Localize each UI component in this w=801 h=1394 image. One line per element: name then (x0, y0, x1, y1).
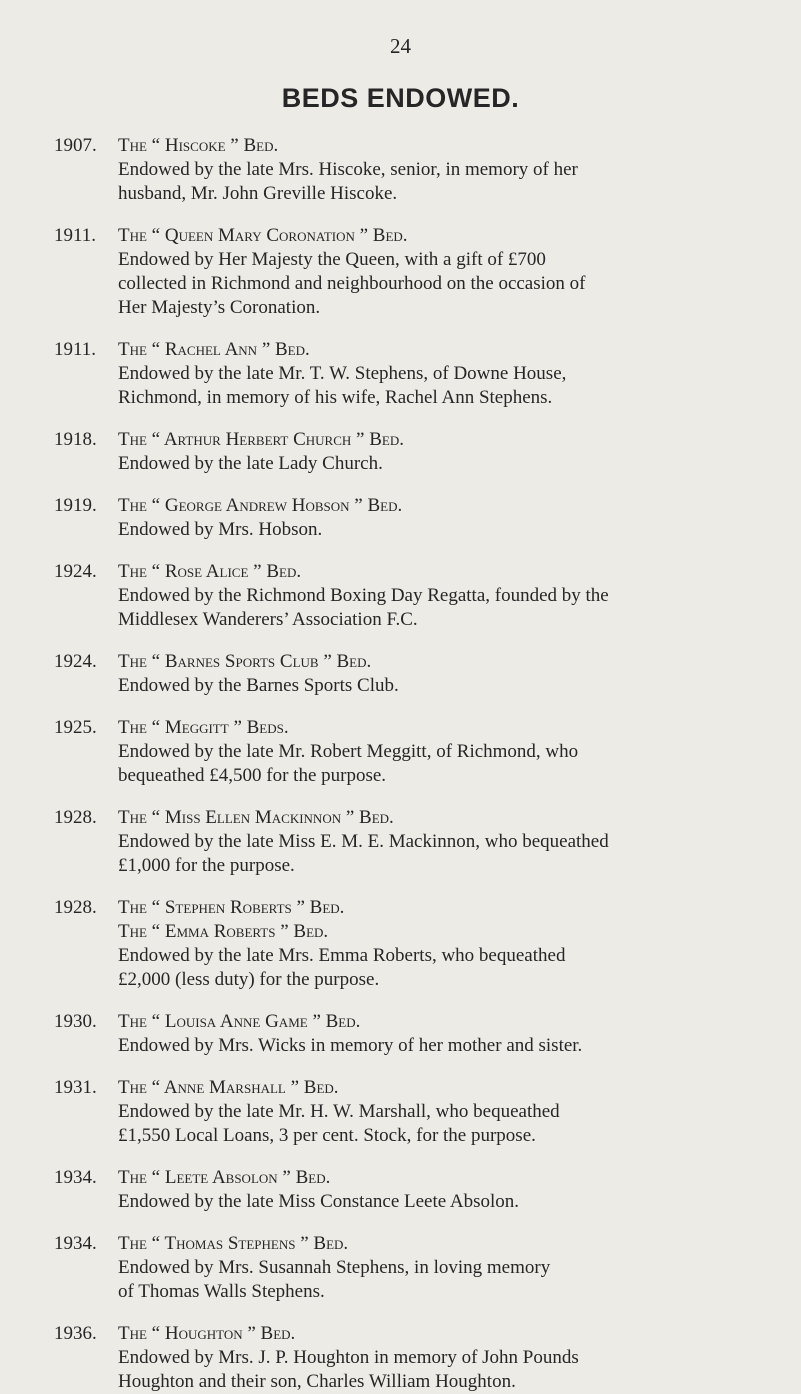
endowment-entry (0, 338, 801, 410)
entry-body (118, 1010, 757, 1058)
entry-body (118, 1166, 757, 1214)
entry-body (118, 1076, 757, 1148)
entry-body (118, 224, 757, 320)
endowment-entry (0, 716, 801, 788)
endowment-entry (0, 1232, 801, 1304)
bed-description: Endowed by the late Lady Church. (118, 453, 383, 474)
entry-body (118, 134, 757, 206)
bed-description: Endowed by Mrs. J. P. Houghton in memory of John Pounds Houghton and their son, Charles William Houghton. (118, 1347, 579, 1392)
bed-description: Endowed by the late Mr. Robert Meggitt, of Richmond, who bequeathed £4,500 for the purpose. (118, 741, 579, 786)
bed-name: The “ Rachel Ann ” Bed. (118, 339, 310, 360)
entry-year: 1931. (54, 1077, 97, 1098)
bed-description: Endowed by Her Majesty the Queen, with a gift of £700 collected in Richmond and neighbourhood on the occasion of Her Majesty’s Coronation. (118, 249, 586, 318)
entry-body (118, 806, 757, 878)
entry-body (118, 896, 757, 992)
entry-year: 1907. (54, 135, 97, 156)
entry-year: 1928. (54, 897, 97, 918)
page-number: 24 (390, 34, 411, 58)
endowment-entry (0, 224, 801, 320)
bed-name: The “ Miss Ellen Mackinnon ” Bed. (118, 807, 394, 828)
endowment-entry (0, 428, 801, 476)
endowment-list (0, 134, 801, 1394)
entry-body (118, 338, 757, 410)
entry-body (118, 560, 757, 632)
bed-description: Endowed by Mrs. Hobson. (118, 519, 323, 540)
entry-year: 1928. (54, 807, 97, 828)
bed-name: The “ Meggitt ” Beds. (118, 717, 289, 738)
entry-year: 1930. (54, 1011, 97, 1032)
bed-name: The “ Hiscoke ” Bed. (118, 135, 279, 156)
entry-year: 1918. (54, 429, 97, 450)
bed-description: Endowed by the late Miss E. M. E. Mackinnon, who bequeathed £1,000 for the purpose. (118, 831, 609, 876)
endowment-entry (0, 1322, 801, 1394)
bed-description: Endowed by Mrs. Wicks in memory of her mother and sister. (118, 1035, 583, 1056)
endowment-entry (0, 806, 801, 878)
bed-name: The “ George Andrew Hobson ” Bed. (118, 495, 403, 516)
bed-name: The “ Thomas Stephens ” Bed. (118, 1233, 349, 1254)
entry-body (118, 1232, 757, 1304)
bed-description: Endowed by the late Mr. T. W. Stephens, of Downe House, Richmond, in memory of his wife, Rachel Ann Stephens. (118, 363, 567, 408)
bed-name: The “ Emma Roberts ” Bed. (118, 921, 329, 942)
entry-year: 1911. (54, 339, 97, 360)
page-title: BEDS ENDOWED. (281, 83, 520, 113)
entry-year: 1911. (54, 225, 97, 246)
endowment-entry (0, 896, 801, 992)
bed-name: The “ Arthur Herbert Church ” Bed. (118, 429, 404, 450)
entry-body (118, 650, 757, 698)
bed-name: The “ Louisa Anne Game ” Bed. (118, 1011, 361, 1032)
entry-year: 1934. (54, 1167, 97, 1188)
endowment-entry (0, 560, 801, 632)
entry-year: 1924. (54, 651, 97, 672)
entry-body (118, 494, 757, 542)
bed-name: The “ Anne Marshall ” Bed. (118, 1077, 339, 1098)
bed-description: Endowed by the late Miss Constance Leete Absolon. (118, 1191, 520, 1212)
entry-year: 1925. (54, 717, 97, 738)
endowment-entry (0, 134, 801, 206)
entry-year: 1924. (54, 561, 97, 582)
entry-year: 1934. (54, 1233, 97, 1254)
entry-body (118, 1322, 757, 1394)
bed-description: Endowed by the late Mr. H. W. Marshall, who bequeathed £1,550 Local Loans, 3 per cent. Stock, for the purpose. (118, 1101, 560, 1146)
endowment-entry (0, 494, 801, 542)
endowment-entry (0, 1166, 801, 1214)
entry-body (118, 428, 757, 476)
bed-name: The “ Leete Absolon ” Bed. (118, 1167, 331, 1188)
entry-body (118, 716, 757, 788)
bed-description: Endowed by Mrs. Susannah Stephens, in loving memory of Thomas Walls Stephens. (118, 1257, 551, 1302)
entry-year: 1936. (54, 1323, 97, 1344)
bed-name: The “ Queen Mary Coronation ” Bed. (118, 225, 408, 246)
bed-description: Endowed by the Richmond Boxing Day Regatta, founded by the Middlesex Wanderers’ Association F.C. (118, 585, 609, 630)
bed-name: The “ Rose Alice ” Bed. (118, 561, 302, 582)
bed-name: The “ Stephen Roberts ” Bed. (118, 897, 345, 918)
bed-description: Endowed by the late Mrs. Hiscoke, senior, in memory of her husband, Mr. John Greville Hiscoke. (118, 159, 578, 204)
endowment-entry (0, 1076, 801, 1148)
bed-description: Endowed by the late Mrs. Emma Roberts, who bequeathed £2,000 (less duty) for the purpose. (118, 945, 566, 990)
endowment-entry (0, 1010, 801, 1058)
bed-name: The “ Houghton ” Bed. (118, 1323, 296, 1344)
entry-year: 1919. (54, 495, 97, 516)
endowment-entry (0, 650, 801, 698)
bed-name: The “ Barnes Sports Club ” Bed. (118, 651, 372, 672)
bed-description: Endowed by the Barnes Sports Club. (118, 675, 399, 696)
